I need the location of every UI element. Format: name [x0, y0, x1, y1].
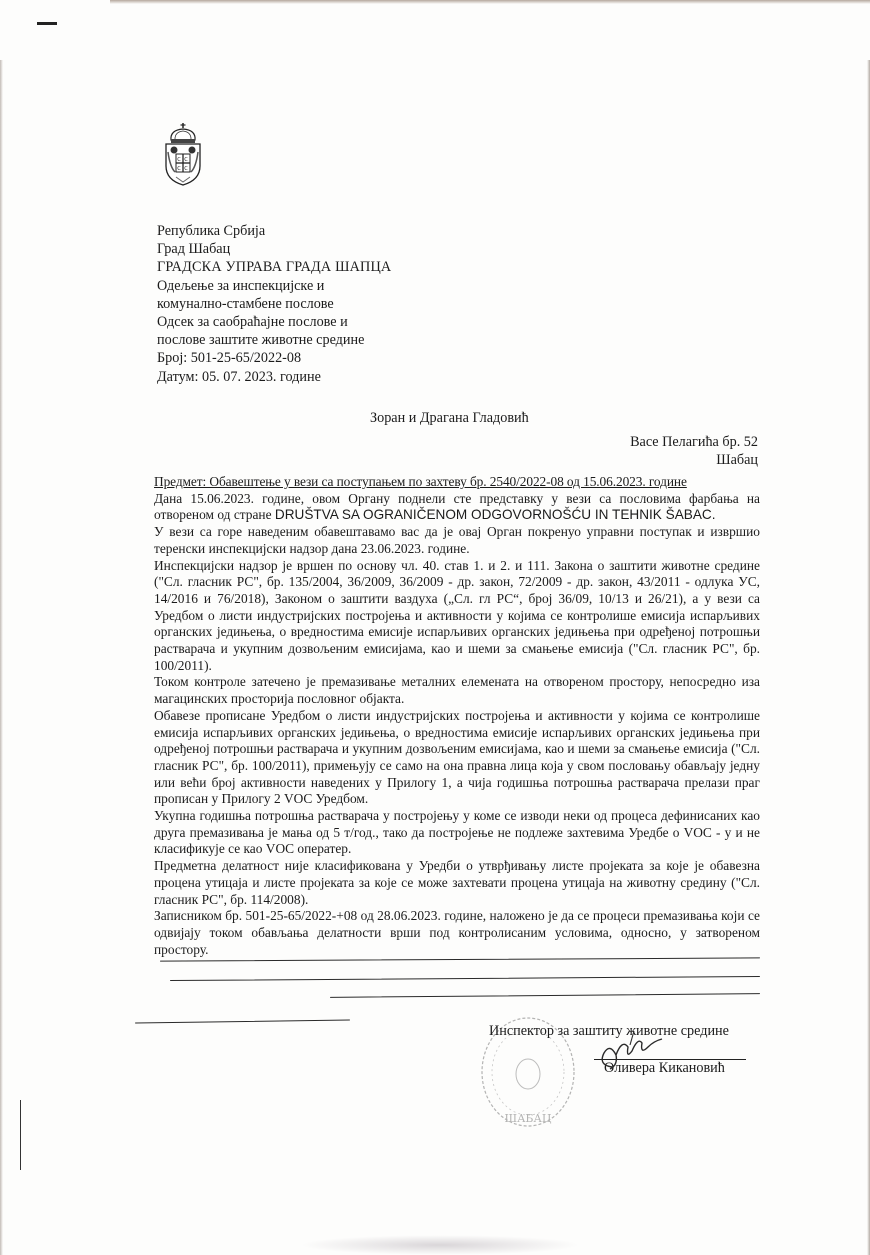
signatory-name: Оливера Кикановић	[604, 1060, 725, 1076]
hand-underline-2	[170, 976, 760, 981]
svg-text:C: C	[177, 157, 181, 163]
header-department-1: Одељење за инспекцијске и	[157, 277, 325, 294]
scan-mark	[37, 22, 57, 25]
recipient-street: Васе Пелагића бр. 52	[630, 434, 758, 450]
recipient-name: Зоран и Драгана Гладовић	[370, 410, 529, 426]
hand-underline-3	[330, 993, 760, 998]
recipient-city: Шабац	[716, 452, 758, 468]
document-date: Датум: 05. 07. 2023. године	[157, 368, 321, 385]
issuer-header	[157, 222, 391, 386]
header-city: Град Шабац	[157, 241, 231, 258]
subject-line: Предмет: Обавештење у вези са поступањем по захтеву бр. 2540/2022-08 од 15.06.2023. године	[154, 474, 687, 489]
paragraph-representation	[154, 491, 760, 524]
scan-edge-left	[0, 60, 3, 1255]
paragraph-classification: Предметна делатност није класификована у Уредби о утврђивању листе пројеката за које је обавезна процена утицаја и листе пројеката за које се може захтевати процена утицаја на животну средину ("Сл. гласник РС", бр. 114/2008).	[154, 858, 760, 907]
svg-text:C: C	[184, 166, 188, 172]
letter-body	[154, 474, 760, 958]
header-country: Република Србија	[157, 223, 266, 239]
reference-number: Број: 501-25-65/2022-08	[157, 350, 302, 367]
signatory-title: Инспектор за заштиту животне средине	[489, 1023, 729, 1039]
company-name: DRUŠTVA SA OGRANIČENOM ODGOVORNOŠĆU IN TEHNIK ŠABAC.	[274, 507, 716, 523]
svg-text:C: C	[184, 157, 188, 163]
header-section-2: послове заштите животне средине	[157, 332, 365, 349]
hand-underline-4	[135, 1019, 350, 1023]
header-department-2: комунално-стамбене послове	[157, 295, 334, 312]
header-section-1: Одсек за саобраћајне послове и	[157, 314, 348, 331]
paragraph-obligations: Обавезе прописане Уредбом о листи индустријских постројења и активности у којима се контролише емисија испарљивих органских једињења, о вредностима емисије испарљивих органских једињења при одређеној потрошњи растварача и укупним дозвољеним емисијама, као и шеми за смањење емисија ("Сл. гласник РС", бр. 100/2011), примењују се само на она правна лица која у свом пословању обављају једну или већи број активности наведених у Прилогу 1, а чија годишња потрошња растварача прелази праг прописан у Прилогу 2 VOC Уредбом.	[154, 707, 760, 807]
scan-smudge	[300, 1235, 580, 1255]
recipient-address	[630, 433, 758, 469]
scan-edge-top	[110, 0, 870, 4]
paragraph-procedure: У вези са горе наведеним обавештавамо вас да је овај Орган покренуо управни поступак и извршио теренски инспекцијски надзор дана 23.06.2023. године.	[154, 524, 760, 556]
serbia-coat-of-arms-icon	[162, 122, 204, 186]
paragraph-legal-basis: Инспекцијски надзор је вршен по основу чл. 40. став 1. и 2. и 111. Закона о заштити животне средине ("Сл. гласник РС", бр. 135/2004, 36/2009, 36/2009 - др. закон, 72/2009 - др. закон, 43/2011 - одлука УС, 14/2016 и 76/2018), Законом о заштити ваздуха („Сл. гл РС“, број 36/09, 10/13 и 26/21), а у вези са Уредбом о листи индустријских постројења и активности у којима се контролише емисија испарљивих органских једињења, о вредностима емисије испарљивих органских једињења при одређеној потрошњи растварача и укупним дозвољеним емисијама, као и шеми за смањење емисија ("Сл. гласник РС", бр. 100/2011).	[154, 557, 760, 673]
svg-text:C: C	[177, 166, 181, 172]
paragraph-order: Записником бр. 501-25-65/2022-+08 од 28.06.2023. године, наложено је да се процеси премазивања који се одвијају током обављања делатности врши под контролисаним условима, односно, у затвореном простору.	[154, 908, 760, 957]
paragraph-findings: Током контроле затечено је премазивање металних елемената на отвореном простору, непосредно иза магацинских просторија пословног објакта.	[154, 674, 760, 707]
stamp-city: ШАБАЦ	[504, 1112, 552, 1125]
paragraph-representation-text: Дана 15.06.2023. године, овом Органу поднели сте представку у вези са пословима фарбања на отвореном од стране	[154, 490, 760, 523]
handwritten-signature-icon	[590, 1025, 670, 1075]
scan-margin-line	[20, 1100, 21, 1170]
paragraph-solvent-consumption: Укупна годишња потрошња растварача у постројењу у коме се изводи неки од процеса дефинисаних као друга премазивања је мања од 5 т/год., тако да постројење не подлеже захтевима Уредбе о VOC - у и не класификује се као VOC оператер.	[154, 808, 760, 857]
header-administration: ГРАДСКА УПРАВА ГРАДА ШАПЦА	[157, 259, 392, 276]
